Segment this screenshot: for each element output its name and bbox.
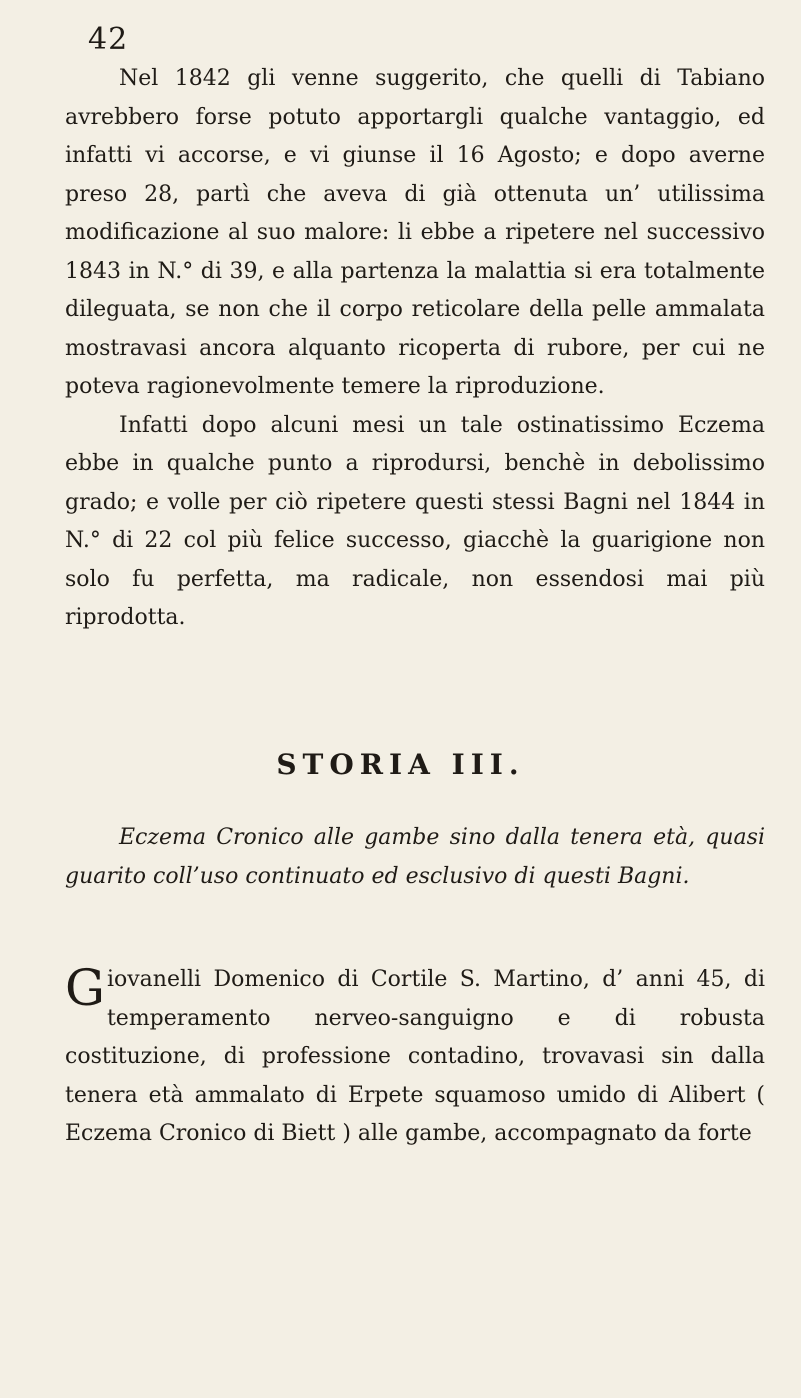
paragraph-1: Nel 1842 gli venne suggerito, che quelli di Tabiano avrebbero forse potuto apportargli qualche vantaggio, ed infatti vi accorse, e vi giunse il 16 Agosto; e dopo averne preso 28, partì che aveva di già ottenuta un’ utilissima modificazione al suo malore: li ebbe a ripetere nel successivo 1843 in N.° di 39, e alla partenza la malattia si era totalmente dileguata, se non che il corpo reticolare della pelle ammalata mostravasi ancora alquanto ricoperta di rubore, per cui ne poteva ragionevolmente temere la riproduzione. [65,66,765,399]
case-paragraph [65,961,765,1154]
body-text [65,60,765,638]
section-subtitle: Eczema Cronico alle gambe sino dalla tenera età, quasi guarito coll’uso continuato ed esclusivo di questi Bagni. [65,825,765,889]
case-text: iovanelli Domenico di Cortile S. Martino, d’ anni 45, di temperamento nerveo-sanguigno e di robusta costituzione, di professione contadino, trovavasi sin dalla tenera età ammalato di Erpete squamoso umido di Alibert ( Eczema Cronico di Biett ) alle gambe, accompagnato da forte [65,967,765,1146]
page-number: 42 [88,22,129,57]
section-heading: STORIA III. [276,748,525,781]
drop-cap: G [65,959,105,1017]
paragraph-2: Infatti dopo alcuni mesi un tale ostinatissimo Eczema ebbe in qualche punto a riprodursi, benchè in debolissimo grado; e volle per ciò ripetere questi stessi Bagni nel 1844 in N.° di 22 col più felice successo, giacchè la guarigione non solo fu perfetta, ma radicale, non essendosi mai più riprodotta. [65,412,765,630]
